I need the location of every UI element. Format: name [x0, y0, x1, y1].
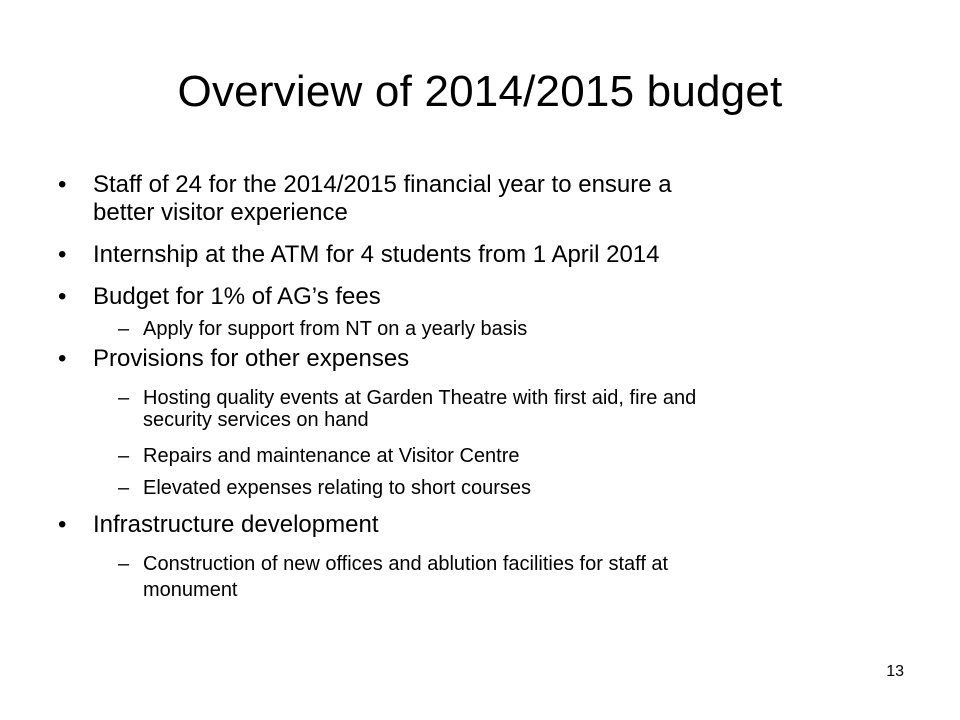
sub-text: Repairs and maintenance at Visitor Centre: [143, 445, 520, 467]
bullet-text: Budget for 1% of AG’s fees: [93, 283, 381, 310]
sub-text: Elevated expenses relating to short courses: [143, 477, 531, 499]
sub-text: Construction of new offices and ablution facilities for staff at monument: [143, 553, 669, 601]
bullet-text: Internship at the ATM for 4 students from 1 April 2014: [93, 241, 660, 268]
sub-marker: –: [118, 553, 130, 575]
bullet-text: Staff of 24 for the 2014/2015 financial year to ensure a better visitor experience: [93, 171, 672, 226]
sub-text: Hosting quality events at Garden Theatre with first aid, fire and security services on hand: [143, 387, 697, 431]
bullet-marker: •: [58, 345, 67, 372]
bullet-marker: •: [58, 283, 67, 310]
bullet-marker: •: [58, 511, 67, 538]
bullet-text: Provisions for other expenses: [93, 345, 410, 372]
sub-text: Apply for support from NT on a yearly basis: [143, 318, 528, 340]
bullet-text: Infrastructure development: [93, 511, 379, 538]
slide-title: Overview of 2014/2015 budget: [177, 67, 783, 116]
bullet-marker: •: [58, 241, 67, 268]
bullet-marker: •: [58, 171, 67, 198]
sub-marker: –: [118, 477, 130, 499]
page-number: 13: [886, 663, 904, 680]
sub-marker: –: [118, 445, 130, 467]
sub-marker: –: [118, 318, 130, 340]
sub-marker: –: [118, 387, 130, 409]
